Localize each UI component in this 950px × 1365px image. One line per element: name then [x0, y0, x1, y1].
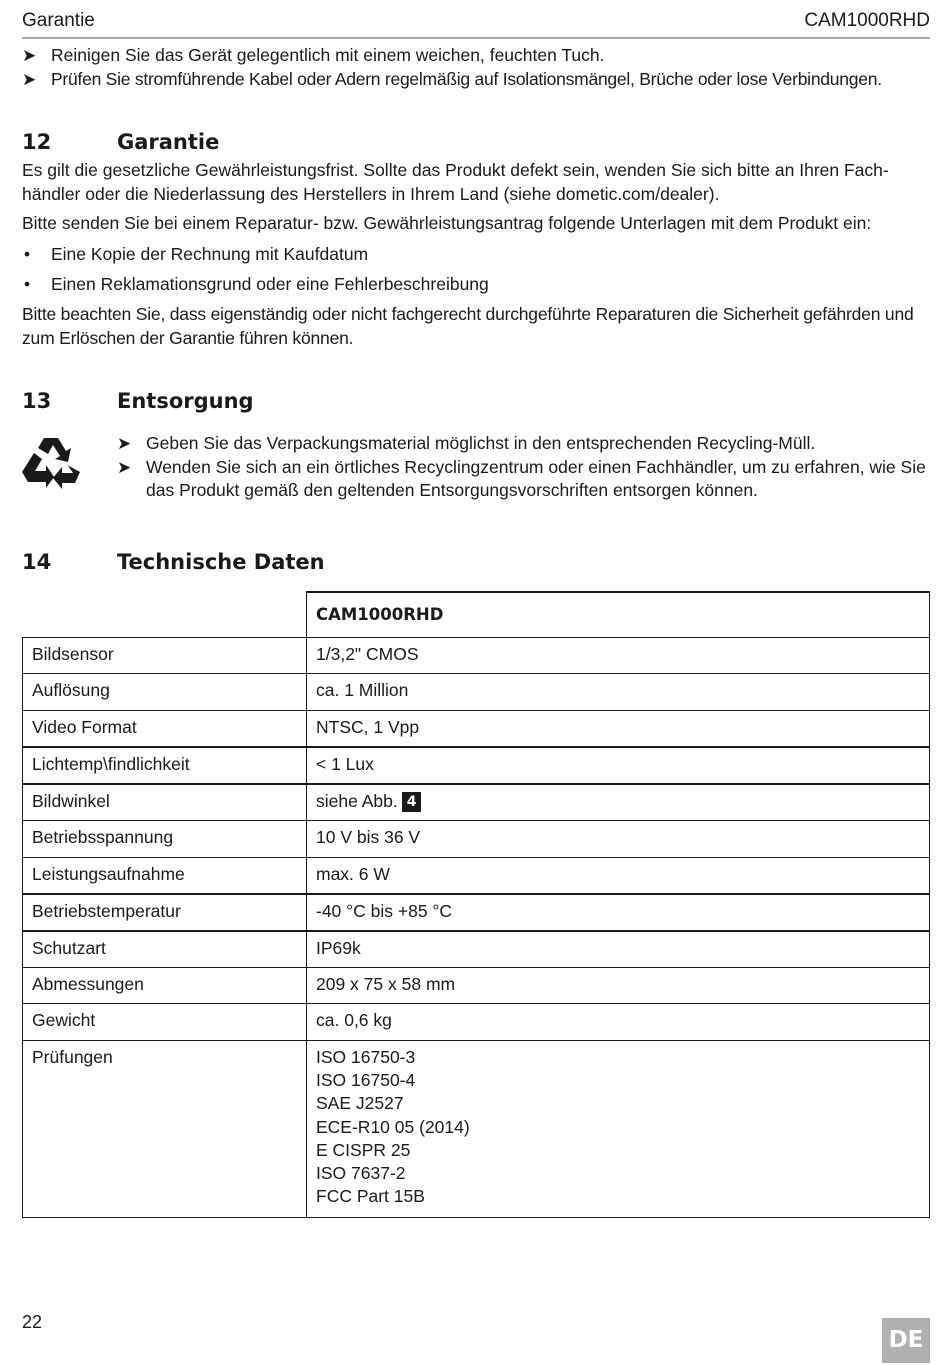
- spec-label: Abmessungen: [23, 967, 307, 1004]
- maintenance-list: [22, 44, 934, 91]
- arrow-bullet-icon: ➤: [22, 46, 37, 65]
- arrow-bullet-icon: ➤: [117, 434, 132, 453]
- spec-label: Bildsensor: [23, 637, 307, 674]
- test-standard: ECE-R10 05 (2014): [316, 1116, 470, 1137]
- arrow-bullet-icon: ➤: [117, 457, 132, 477]
- warranty-paragraph-1: Es gilt die gesetzliche Gewährleistungsfrist. Sollte das Produkt defekt sein, wenden Sie sich bitte an Ihren Fach-händler oder die Niederlassung des Herstellers in Ihrem Land (siehe dometic.com/dealer).: [22, 160, 889, 204]
- list-item: • Einen Reklamationsgrund oder eine Fehlerbeschreibung: [24, 274, 489, 294]
- table-row: [23, 894, 930, 931]
- table-row: [23, 710, 930, 747]
- table-row: [23, 931, 930, 968]
- test-standard: ISO 16750-3: [316, 1047, 416, 1068]
- spec-label: Auflösung: [23, 674, 307, 711]
- spec-value: NTSC, 1 Vpp: [307, 710, 930, 747]
- table-corner-cell: [23, 592, 307, 637]
- spec-label: Bildwinkel: [23, 784, 307, 821]
- list-item: • Eine Kopie der Rechnung mit Kaufdatum: [24, 244, 369, 264]
- figure-reference-badge: 4: [402, 792, 422, 812]
- page-header: [22, 9, 930, 39]
- table-row: [23, 857, 930, 894]
- table-row: [23, 820, 930, 857]
- table-row: [23, 747, 930, 784]
- recycle-icon: [20, 435, 84, 497]
- table-row: [23, 637, 930, 674]
- header-section: Garantie: [22, 10, 95, 31]
- test-standard: E CISPR 25: [316, 1139, 411, 1160]
- table-row: [23, 1041, 930, 1218]
- arrow-bullet-icon: ➤: [22, 69, 36, 89]
- table-row: [23, 784, 930, 821]
- table-row: [23, 674, 930, 711]
- spec-value: < 1 Lux: [307, 747, 930, 784]
- spec-label: Betriebsspannung: [23, 820, 307, 857]
- spec-label: Leistungsaufnahme: [23, 857, 307, 894]
- spec-label: Schutzart: [23, 931, 307, 968]
- header-model: CAM1000RHD: [804, 10, 930, 31]
- list-item: ➤ Reinigen Sie das Gerät gelegentlich mit einem weichen, feuchten Tuch.: [22, 44, 934, 68]
- list-item: ➤ Wenden Sie sich an ein örtliches Recyclingzentrum oder einen Fachhändler, um zu erfahren, wie Sie das Produkt gemäß den geltenden Entsorgungsvorschriften entsorgen können.: [117, 456, 926, 500]
- spec-value: 10 V bis 36 V: [307, 820, 930, 857]
- list-item: ➤ Geben Sie das Verpackungsmaterial möglichst in den entsprechenden Recycling-Müll.: [117, 432, 927, 456]
- spec-value: max. 6 W: [307, 857, 930, 894]
- test-standard: ISO 16750-4: [316, 1070, 416, 1091]
- table-header-row: [23, 592, 930, 637]
- spec-value-tests: [307, 1041, 930, 1218]
- disposal-list: [117, 432, 927, 503]
- spec-value: ca. 0,6 kg: [307, 1004, 930, 1041]
- test-standard: ISO 7637-2: [316, 1163, 406, 1184]
- spec-value: 1/3,2" CMOS: [307, 637, 930, 674]
- language-badge: DE: [882, 1318, 930, 1363]
- warranty-paragraph-3: Bitte beachten Sie, dass eigenständig oder nicht fachgerecht durchgeführte Reparaturen die Sicherheit gefährden und zum Erlöschen der Garantie führen können.: [22, 304, 914, 348]
- spec-value: -40 °C bis +85 °C: [307, 894, 930, 931]
- spec-label: Gewicht: [23, 1004, 307, 1041]
- column-header: CAM1000RHD: [307, 592, 930, 637]
- test-standard: FCC Part 15B: [316, 1186, 425, 1207]
- spec-label: Betriebstemperatur: [23, 894, 307, 931]
- spec-value: ca. 1 Million: [307, 674, 930, 711]
- spec-label: Prüfungen: [23, 1041, 307, 1218]
- technical-data-table: [22, 591, 930, 1218]
- spec-value: 209 x 75 x 58 mm: [307, 967, 930, 1004]
- table-row: [23, 1004, 930, 1041]
- warranty-paragraph-2: Bitte senden Sie bei einem Reparatur- bzw. Gewährleistungsantrag folgende Unterlagen mit dem Produkt ein:: [22, 213, 872, 233]
- page-number: 22: [22, 1312, 43, 1332]
- test-standard: SAE J2527: [316, 1093, 404, 1114]
- spec-label: Lichtemp\findlichkeit: [23, 747, 307, 784]
- list-item: ➤ Prüfen Sie stromführende Kabel oder Adern regelmäßig auf Isolationsmängel, Brüche oder lose Verbindungen.: [22, 68, 934, 92]
- spec-value: IP69k: [307, 931, 930, 968]
- spec-label: Video Format: [23, 710, 307, 747]
- table-row: [23, 967, 930, 1004]
- spec-value: siehe Abb. 4: [307, 784, 930, 821]
